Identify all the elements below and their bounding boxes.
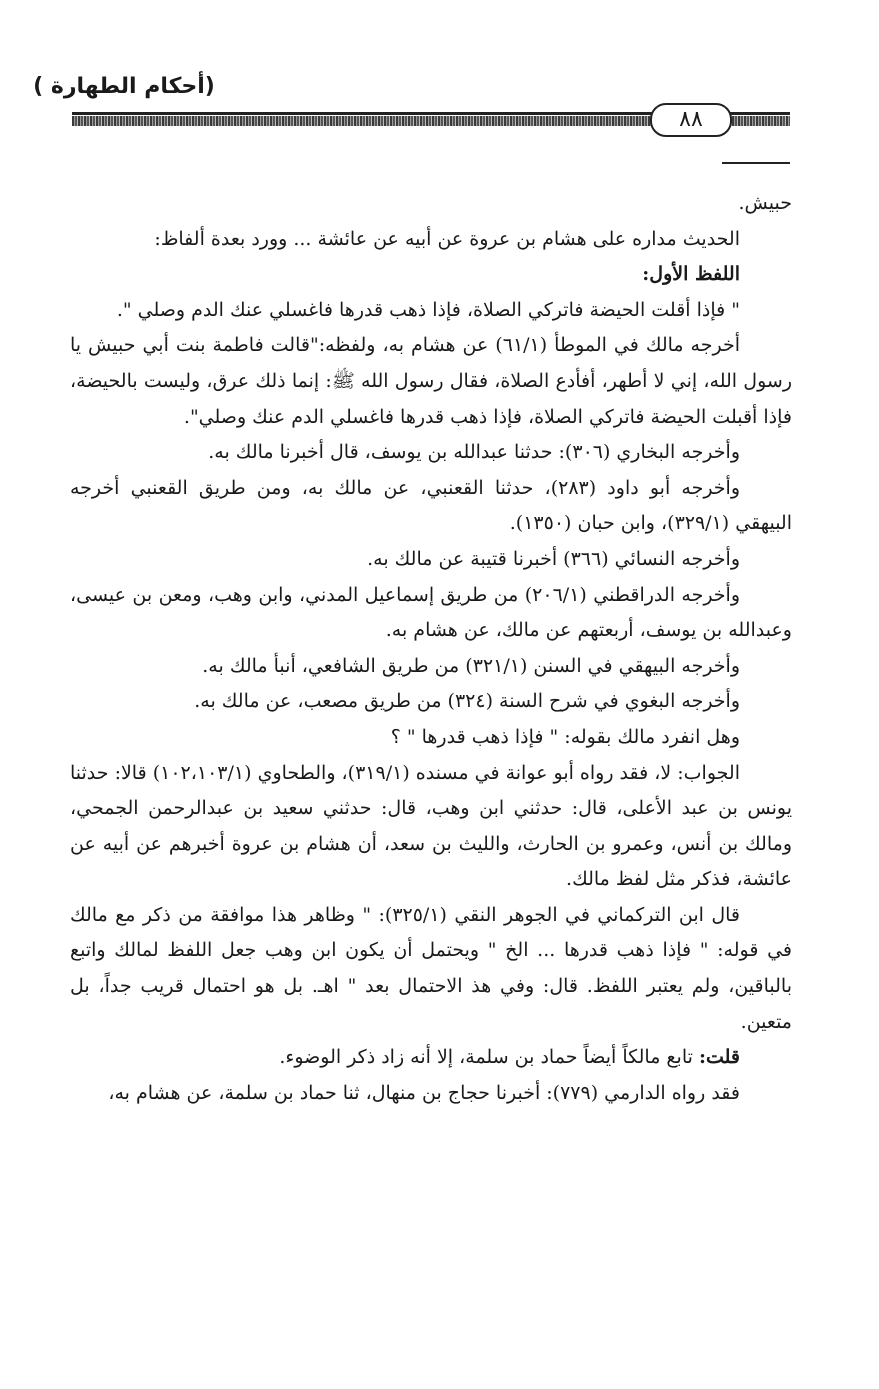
paragraph-answer: الجواب: لا، فقد رواه أبو عوانة في مسنده (٣١٩/١)، والطحاوي (١٠٢،١٠٣/١) قالا: حدثنا يونس بن عبد الأعلى، قال: حدثني ابن وهب، قال: حدثني سعيد بن عبدالرحمن الجمحي، ومالك بن أنس، وعمرو بن الحارث، والليث بن سعد، أن هشام بن عروة أخبرهم عن أبيه عن عائشة، فذكر مثل لفظ مالك. [70, 761, 792, 891]
paragraph-bukhari: وأخرجه البخاري (٣٠٦): حدثنا عبدالله بن يوسف، قال أخبرنا مالك به. [208, 441, 740, 464]
paragraph-continuation: حبيش. [738, 192, 792, 214]
paragraph-hadith-text: " فإذا أقلت الحيضة فاتركي الصلاة، فإذا ذهب قدرها فاغسلي عنك الدم وصلي ". [116, 298, 740, 321]
section-heading: اللفظ الأول: [642, 263, 740, 286]
paragraph-intro: الحديث مداره على هشام بن عروة عن أبيه عن عائشة ... وورد بعدة ألفاظ: [154, 227, 740, 250]
main-text [70, 186, 792, 1111]
running-title: (أحكام الطهارة ) [33, 74, 215, 99]
paragraph-baghawi: وأخرجه البغوي في شرح السنة (٣٢٤) من طريق مصعب، عن مالك به. [194, 690, 740, 713]
paragraph-nasai: وأخرجه النسائي (٣٦٦) أخبرنا قتيبة عن مالك به. [367, 547, 740, 570]
paragraph-question: وهل انفرد مالك بقوله: " فإذا ذهب قدرها " ؟ [390, 725, 740, 748]
paragraph-turkmani: قال ابن التركماني في الجوهر النقي (٣٢٥/١): " وظاهر هذا موافقة من ذكر مع مالك في قوله: " فإذا ذهب قدرها ... الخ " ويحتمل أن يكون ابن وهب جعل اللفظ لمالك واتبع بالباقين، ولم يعتبر اللفظ. قال: وفي هذ الاحتمال بعد " اهـ. بل هو احتمال قريب جداً، بل متعين. [70, 903, 792, 1033]
paragraph-darimi: فقد رواه الدارمي (٧٧٩): أخبرنا حجاج بن منهال، ثنا حماد بن سلمة، عن هشام به، [108, 1081, 740, 1104]
page-number: ٨٨ [650, 103, 732, 137]
paragraph-daraqutni: وأخرجه الدراقطني (٢٠٦/١) من طريق إسماعيل المدني، وابن وهب، ومعن بن عيسى، وعبدالله بن يوسف، أربعتهم عن مالك، عن هشام به. [70, 583, 792, 642]
paragraph-note [70, 1040, 792, 1076]
note-text: تابع مالكاً أيضاً حماد بن سلمة، إلا أنه زاد ذكر الوضوء. [279, 1046, 699, 1069]
paragraph-bayhaqi: وأخرجه البيهقي في السنن (٣٢١/١) من طريق الشافعي، أنبأ مالك به. [202, 654, 740, 677]
paragraph-malik: أخرجه مالك في الموطأ (٦١/١) عن هشام به، ولفظه:"قالت فاطمة بنت أبي حبيش يا رسول الله، إني لا أطهر، أفأدع الصلاة، فقال رسول الله ﷺ: إنما ذلك عرق، وليست بالحيضة، فإذا أقبلت الحيضة فاتركي الصلاة، فإذا ذهب قدرها فاغسلي الدم عنك وصلي". [70, 334, 792, 428]
footnote-separator [722, 162, 790, 164]
note-term: قلت: [698, 1046, 740, 1069]
paragraph-abu-dawud: وأخرجه أبو داود (٢٨٣)، حدثنا القعنبي، عن مالك به، ومن طريق القعنبي أخرجه البيهقي (٣٢٩/١)، وابن حبان (١٣٥٠). [70, 476, 792, 535]
